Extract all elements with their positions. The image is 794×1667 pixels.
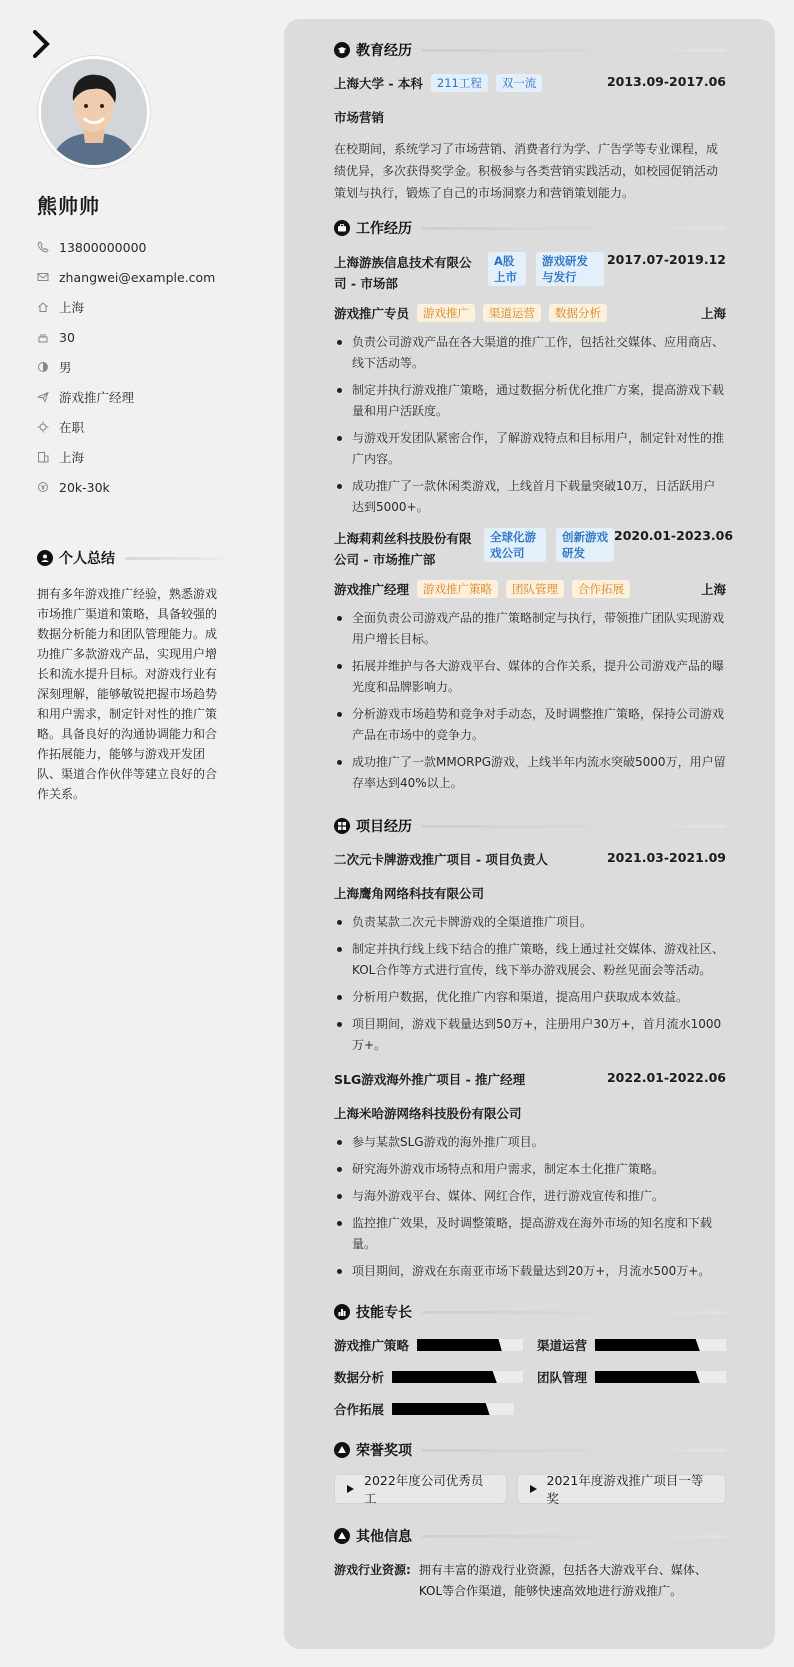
project-name: SLG游戏海外推广项目 - 推广经理	[334, 1072, 526, 1087]
skill-tag: 数据分析	[549, 304, 607, 322]
list-item: 参与某款SLG游戏的海外推广项目。	[334, 1132, 726, 1153]
list-item: 监控推广效果，及时调整策略，提高游戏在海外市场的知名度和下载量。	[334, 1213, 726, 1255]
company-name: 上海莉莉丝科技股份有限公司 - 市场推广部	[334, 531, 472, 567]
other-section	[334, 1526, 726, 1602]
project-name: 二次元卡牌游戏推广项目 - 项目负责人	[334, 852, 548, 867]
skill-bar	[595, 1371, 726, 1383]
info-icon	[334, 1528, 350, 1544]
honors-heading: 荣誉奖项	[334, 1440, 726, 1460]
project-date: 2022.01-2022.06	[606, 1070, 726, 1085]
list-item: 与游戏开发团队紧密合作，了解游戏特点和目标用户，制定针对性的推广内容。	[334, 428, 726, 470]
play-icon	[347, 1485, 354, 1493]
project-bullets	[334, 912, 726, 1056]
list-item: 研究海外游戏市场特点和用户需求，制定本土化推广策略。	[334, 1159, 726, 1180]
skills-grid	[334, 1336, 726, 1418]
skills-heading: 技能专长	[334, 1302, 726, 1322]
list-item: 成功推广了一款MMORPG游戏，上线半年内流水突破5000万，用户留存率达到40%以上。	[334, 752, 726, 794]
grid-icon	[334, 818, 350, 834]
contact-age: 30	[37, 322, 215, 352]
list-item: 分析游戏市场趋势和竞争对手动态，及时调整推广策略，保持公司游戏产品在市场中的竞争力。	[334, 704, 726, 746]
home-icon	[37, 301, 49, 313]
job-date: 2020.01-2023.06	[614, 528, 734, 543]
summary-heading: 个人总结	[37, 548, 223, 568]
projects-section	[334, 816, 726, 1282]
age-icon	[37, 331, 49, 343]
award-item: 2021年度游戏推广项目一等奖	[517, 1474, 726, 1504]
contact-city: 上海	[37, 442, 215, 472]
summary-text: 拥有多年游戏推广经验，熟悉游戏市场推广渠道和策略，具备较强的数据分析能力和团队管理能力。成功推广多款游戏产品，实现用户增长和流水提升目标。对游戏行业有深刻理解，能够敏锐把握市场趋势和用户需求，制定针对性的推广策略。具备良好的沟通协调能力和合作拓展能力，能够与游戏开发团队、渠道合作伙伴等建立良好的合作关系。	[37, 587, 218, 801]
work-section	[334, 218, 734, 794]
contact-email: zhangwei@example.com	[37, 262, 215, 292]
contact-gender: 男	[37, 352, 215, 382]
award-item: 2022年度公司优秀员工	[334, 1474, 507, 1504]
contact-position: 游戏推广经理	[37, 382, 215, 412]
status-icon	[37, 421, 49, 433]
school-name: 上海大学 - 本科	[334, 76, 423, 91]
job-date: 2017.07-2019.12	[606, 252, 726, 267]
salary-icon	[37, 481, 49, 493]
job-bullets	[334, 608, 726, 794]
skill-item: 游戏推广策略	[334, 1336, 523, 1354]
contact-home: 上海	[37, 292, 215, 322]
skill-bar	[392, 1403, 514, 1415]
list-item: 拓展并维护与各大游戏平台、媒体的合作关系，提升公司游戏产品的曝光度和品牌影响力。	[334, 656, 726, 698]
job-city: 上海	[700, 306, 726, 321]
other-info	[334, 1560, 726, 1602]
project-company: 上海鹰角网络科技有限公司	[334, 886, 485, 901]
project-company: 上海米哈游网络科技股份有限公司	[334, 1106, 522, 1121]
project-date: 2021.03-2021.09	[606, 850, 726, 865]
company-tag: A股上市	[488, 252, 526, 286]
education-section	[334, 40, 726, 204]
project-bullets	[334, 1132, 726, 1282]
contact-phone: 13800000000	[37, 232, 215, 262]
mail-icon	[37, 271, 49, 283]
job-city: 上海	[700, 582, 726, 597]
building-icon	[37, 451, 49, 463]
company-name: 上海游族信息技术有限公司 - 市场部	[334, 255, 472, 291]
skill-item: 渠道运营	[537, 1336, 726, 1354]
skill-tag: 游戏推广策略	[417, 580, 498, 598]
job-role: 游戏推广经理	[334, 582, 410, 597]
job-bullets	[334, 332, 726, 518]
list-item: 负责公司游戏产品在各大渠道的推广工作，包括社交媒体、应用商店、线下活动等。	[334, 332, 726, 374]
main-content	[334, 40, 734, 1602]
logo-icon	[33, 30, 51, 58]
skill-item: 合作拓展	[334, 1400, 514, 1418]
user-icon	[37, 550, 53, 566]
other-label: 游戏行业资源:	[334, 1563, 411, 1577]
list-item: 负责某款二次元卡牌游戏的全渠道推广项目。	[334, 912, 726, 933]
education-major: 市场营销	[334, 110, 385, 125]
skill-bar	[417, 1339, 523, 1351]
skill-tag: 合作拓展	[572, 580, 630, 598]
gender-icon	[37, 361, 49, 373]
other-text: 拥有丰富的游戏行业资源，包括各大游戏平台、媒体、KOL等合作渠道，能够快速高效地进行游戏推广。	[418, 1563, 707, 1598]
education-header	[334, 74, 726, 92]
school-tag: 双一流	[496, 74, 543, 92]
contact-status: 在职	[37, 412, 215, 442]
school-tag: 211工程	[431, 74, 488, 92]
contact-salary: 20k-30k	[37, 472, 215, 502]
chart-icon	[334, 1304, 350, 1320]
job-role: 游戏推广专员	[334, 306, 410, 321]
avatar	[38, 56, 150, 168]
company-tag: 游戏研发与发行	[536, 252, 604, 286]
skill-tag: 团队管理	[506, 580, 564, 598]
work-heading: 工作经历	[334, 218, 726, 238]
skills-section	[334, 1302, 726, 1418]
education-desc: 在校期间，系统学习了市场营销、消费者行为学、广告学等专业课程，成绩优异，多次获得奖学金。积极参与各类营销实践活动，如校园促销活动策划与执行，锻炼了自己的市场洞察力和营销策划能力。	[334, 142, 719, 200]
profile-name: 熊帅帅	[37, 194, 100, 218]
other-heading: 其他信息	[334, 1526, 726, 1546]
list-item: 项目期间，游戏在东南亚市场下载量达到20万+，月流水500万+。	[334, 1261, 726, 1282]
education-heading: 教育经历	[334, 40, 726, 60]
briefcase-icon	[334, 220, 350, 236]
skill-item: 团队管理	[537, 1368, 726, 1386]
education-date: 2013.09-2017.06	[606, 74, 726, 89]
project-entry	[334, 1070, 726, 1282]
honors-section	[334, 1440, 726, 1504]
phone-icon	[37, 241, 49, 253]
skill-bar	[595, 1339, 726, 1351]
list-item: 成功推广了一款休闲类游戏，上线首月下载量突破10万，日活跃用户达到5000+。	[334, 476, 726, 518]
graduation-cap-icon	[334, 42, 350, 58]
summary-section	[37, 548, 223, 804]
list-item: 制定并执行线上线下结合的推广策略，线上通过社交媒体、游戏社区、KOL合作等方式进行宣传，线下举办游戏展会、粉丝见面会等活动。	[334, 939, 726, 981]
company-tag: 全球化游戏公司	[484, 528, 546, 562]
award-icon	[334, 1442, 350, 1458]
skill-bar	[392, 1371, 523, 1383]
project-entry	[334, 850, 726, 1056]
awards-list	[334, 1474, 726, 1504]
list-item: 分析用户数据，优化推广内容和渠道，提高用户获取成本效益。	[334, 987, 726, 1008]
list-item: 制定并执行游戏推广策略，通过数据分析优化推广方案，提高游戏下载量和用户活跃度。	[334, 380, 726, 422]
send-icon	[37, 391, 49, 403]
list-item: 与海外游戏平台、媒体、网红合作，进行游戏宣传和推广。	[334, 1186, 726, 1207]
company-tag: 创新游戏研发	[556, 528, 614, 562]
play-icon	[530, 1485, 537, 1493]
contact-list	[37, 232, 215, 502]
skill-tag: 渠道运营	[483, 304, 541, 322]
list-item: 项目期间，游戏下载量达到50万+，注册用户30万+，首月流水1000万+。	[334, 1014, 726, 1056]
work-entry	[334, 528, 734, 794]
skill-tag: 游戏推广	[417, 304, 475, 322]
list-item: 全面负责公司游戏产品的推广策略制定与执行，带领推广团队实现游戏用户增长目标。	[334, 608, 726, 650]
skill-item: 数据分析	[334, 1368, 523, 1386]
work-entry	[334, 252, 726, 518]
projects-heading: 项目经历	[334, 816, 726, 836]
